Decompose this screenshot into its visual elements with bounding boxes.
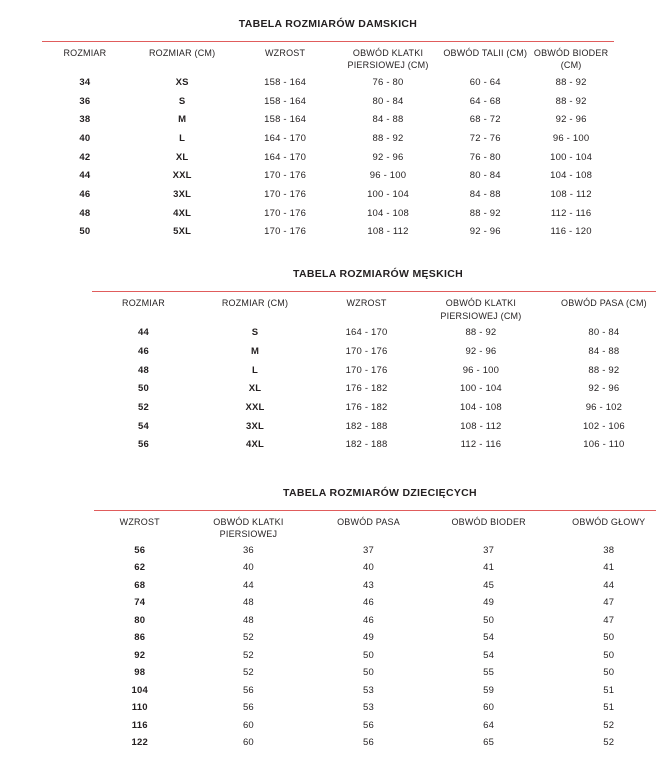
cell: XXL	[172, 170, 192, 182]
cell: 36	[79, 95, 91, 107]
cell: 164 - 170	[345, 327, 388, 339]
table-row	[94, 734, 656, 752]
kids-table-body	[94, 542, 656, 752]
cell: 100 - 104	[550, 151, 593, 163]
cell: 56	[363, 719, 375, 731]
cell: 56	[242, 702, 254, 714]
table-row	[94, 717, 656, 735]
cell: 106 - 110	[583, 439, 625, 451]
cell: 108 - 112	[460, 420, 502, 432]
cell: 60	[242, 719, 254, 731]
cell: 52	[603, 719, 615, 731]
cell: 100 - 104	[367, 189, 410, 200]
women-header-row	[42, 42, 614, 73]
men-col-waist: OBWÓD PASA (CM)	[561, 298, 647, 309]
men-col-chest: OBWÓD KLATKI PIERSIOWEJ (CM)	[440, 298, 522, 321]
kids-col-head: OBWÓD GŁOWY	[572, 516, 646, 527]
cell: 37	[483, 544, 495, 556]
cell: XL	[175, 151, 189, 163]
cell: 88 - 92	[465, 327, 497, 339]
cell: 49	[483, 597, 495, 609]
cell: 52	[137, 402, 149, 414]
cell: 54	[137, 420, 149, 432]
cell: 60	[242, 737, 254, 749]
men-size-table-block	[42, 268, 656, 454]
cell: 51	[603, 684, 615, 696]
cell: 46	[79, 189, 91, 200]
cell: 76 - 80	[469, 151, 501, 163]
cell: 64	[483, 719, 495, 731]
cell: 170 - 176	[264, 170, 307, 182]
cell: 76 - 80	[372, 76, 404, 88]
women-table-title: TABELA ROZMIARÓW DAMSKICH	[238, 18, 418, 30]
cell: 44	[603, 579, 615, 591]
cell: 34	[79, 76, 91, 88]
size-chart-page	[0, 18, 656, 768]
cell: 52	[242, 649, 254, 661]
table-row	[42, 129, 614, 148]
cell: 100 - 104	[459, 383, 502, 395]
women-col-height: WZROST	[264, 48, 306, 58]
cell: 65	[483, 737, 495, 749]
cell: 164 - 170	[264, 132, 307, 144]
table-row	[94, 629, 656, 647]
cell: 112 - 116	[460, 439, 502, 451]
women-col-size-cm: ROZMIAR (CM)	[148, 48, 216, 58]
cell: 182 - 188	[345, 420, 388, 432]
cell: 80 - 84	[588, 327, 620, 339]
kids-col-waist: OBWÓD PASA	[337, 516, 400, 527]
table-row	[92, 399, 656, 418]
cell: 92	[134, 649, 146, 661]
cell: 48	[137, 364, 149, 376]
table-row	[94, 664, 656, 682]
kids-col-height: WZROST	[119, 516, 160, 527]
cell: 50	[603, 632, 615, 644]
men-table-title: TABELA ROZMIARÓW MĘSKICH	[293, 268, 463, 281]
cell: 88 - 92	[372, 132, 404, 144]
cell: 38	[603, 544, 615, 556]
cell: 170 - 176	[264, 226, 307, 238]
cell: 98	[134, 667, 146, 679]
cell: 112 - 116	[550, 207, 592, 219]
cell: 92 - 96	[555, 114, 587, 126]
men-header-row	[92, 292, 656, 323]
cell: XS	[175, 76, 189, 88]
cell: 52	[242, 667, 254, 679]
cell: 116 - 120	[550, 226, 592, 238]
cell: 170 - 176	[264, 207, 307, 219]
women-table-body	[42, 73, 614, 241]
cell: 88 - 92	[588, 364, 620, 376]
cell: 55	[483, 667, 495, 679]
cell: 110	[131, 702, 148, 714]
women-col-waist: OBWÓD TALII (CM)	[443, 48, 528, 58]
cell: 45	[483, 579, 495, 591]
cell: 68 - 72	[469, 114, 501, 126]
cell: 170 - 176	[264, 189, 307, 200]
cell: 38	[79, 114, 91, 126]
cell: 56	[363, 737, 375, 749]
table-row	[42, 167, 614, 186]
cell: 48	[242, 597, 254, 609]
kids-size-table	[94, 511, 656, 752]
women-col-hips: OBWÓD BIODER (CM)	[533, 48, 609, 71]
cell: 50	[79, 226, 91, 238]
cell: 42	[79, 151, 91, 163]
cell: 52	[242, 632, 254, 644]
cell: 158 - 164	[264, 114, 307, 126]
table-row	[42, 92, 614, 111]
cell: 104 - 108	[367, 207, 410, 219]
cell: 41	[483, 562, 495, 574]
cell: 104 - 108	[550, 170, 593, 182]
table-row	[42, 223, 614, 242]
cell: M	[250, 346, 260, 358]
cell: 50	[603, 649, 615, 661]
cell: 54	[483, 649, 495, 661]
cell: 158 - 164	[264, 95, 307, 107]
cell: 96 - 102	[585, 402, 623, 414]
cell: 84 - 88	[372, 114, 404, 126]
table-row	[42, 111, 614, 130]
cell: 50	[363, 649, 375, 661]
table-row	[42, 73, 614, 92]
cell: 3XL	[245, 420, 265, 432]
cell: 92 - 96	[372, 151, 404, 163]
cell: 4XL	[173, 207, 192, 219]
table-row	[94, 559, 656, 577]
cell: 170 - 176	[345, 364, 388, 376]
table-row	[92, 380, 656, 399]
cell: 37	[363, 544, 375, 556]
cell: 50	[137, 383, 149, 395]
cell: S	[178, 95, 186, 107]
cell: 50	[483, 614, 495, 626]
cell: 54	[483, 632, 495, 644]
cell: 56	[242, 684, 254, 696]
cell: 122	[131, 737, 148, 749]
cell: L	[252, 364, 259, 376]
cell: 108 - 112	[550, 189, 592, 200]
cell: 84 - 88	[588, 346, 620, 358]
cell: 44	[79, 170, 91, 182]
cell: 52	[603, 737, 615, 749]
table-row	[92, 342, 656, 361]
kids-table-title: TABELA ROZMIARÓW DZIECIĘCYCH	[283, 486, 477, 499]
cell: 92 - 96	[469, 226, 501, 238]
cell: 104 - 108	[459, 402, 502, 414]
cell: 43	[363, 579, 375, 591]
cell: 92 - 96	[465, 346, 497, 358]
cell: 56	[137, 439, 149, 451]
cell: 170 - 176	[345, 346, 388, 358]
table-row	[92, 417, 656, 436]
cell: 51	[603, 702, 615, 714]
cell: 40	[363, 562, 375, 574]
cell: 62	[134, 562, 146, 574]
cell: 41	[603, 562, 615, 574]
table-row	[94, 542, 656, 560]
kids-table-head	[94, 511, 656, 542]
cell: 60 - 64	[469, 76, 501, 88]
cell: XL	[248, 383, 262, 395]
cell: 72 - 76	[469, 132, 501, 144]
cell: 3XL	[173, 189, 192, 200]
cell: 46	[137, 346, 149, 358]
women-col-chest: OBWÓD KLATKI PIERSIOWEJ (CM)	[347, 48, 429, 71]
cell: 96 - 100	[462, 364, 500, 376]
table-row	[94, 612, 656, 630]
cell: 44	[137, 327, 149, 339]
table-row	[94, 577, 656, 595]
cell: 80 - 84	[372, 95, 404, 107]
cell: 176 - 182	[345, 402, 388, 414]
kids-col-chest: OBWÓD KLATKI PIERSIOWEJ	[213, 516, 284, 539]
cell: 88 - 92	[555, 76, 587, 88]
cell: M	[178, 114, 187, 126]
cell: 36	[242, 544, 254, 556]
cell: 46	[363, 597, 375, 609]
cell: 88 - 92	[469, 207, 501, 219]
cell: 164 - 170	[264, 151, 307, 163]
men-table-body	[92, 324, 656, 455]
cell: 176 - 182	[345, 383, 388, 395]
men-col-size: ROZMIAR	[122, 298, 165, 309]
cell: 40	[242, 562, 254, 574]
cell: 108 - 112	[367, 226, 409, 238]
table-row	[42, 204, 614, 223]
table-row	[42, 185, 614, 204]
cell: 80 - 84	[469, 170, 501, 182]
cell: 49	[363, 632, 375, 644]
cell: 102 - 106	[582, 420, 625, 432]
cell: 96 - 100	[552, 132, 590, 144]
men-table-head	[92, 292, 656, 323]
cell: 44	[242, 579, 254, 591]
cell: 92 - 96	[588, 383, 620, 395]
women-table-head	[42, 42, 614, 73]
cell: 182 - 188	[345, 439, 388, 451]
cell: 40	[79, 132, 91, 144]
cell: 104	[131, 684, 148, 696]
cell: 56	[134, 544, 146, 556]
cell: 47	[603, 597, 615, 609]
cell: 158 - 164	[264, 76, 307, 88]
cell: 68	[134, 579, 146, 591]
table-row	[94, 699, 656, 717]
women-col-size: ROZMIAR	[63, 48, 107, 58]
cell: 59	[483, 684, 495, 696]
table-row	[92, 324, 656, 343]
cell: 64 - 68	[469, 95, 501, 107]
cell: 86	[134, 632, 146, 644]
cell: 53	[363, 702, 375, 714]
cell: 5XL	[173, 226, 192, 238]
women-size-table	[42, 42, 614, 241]
cell: L	[179, 132, 186, 144]
table-row	[42, 148, 614, 167]
cell: 60	[483, 702, 495, 714]
cell: 80	[134, 614, 146, 626]
cell: S	[251, 327, 259, 339]
cell: 50	[603, 667, 615, 679]
table-row	[92, 361, 656, 380]
cell: 88 - 92	[555, 95, 587, 107]
table-row	[92, 436, 656, 455]
cell: 4XL	[245, 439, 265, 451]
cell: 53	[363, 684, 375, 696]
men-size-table	[92, 292, 656, 454]
cell: 96 - 100	[369, 170, 407, 182]
cell: XXL	[245, 402, 265, 414]
cell: 116	[131, 719, 148, 731]
table-row	[94, 647, 656, 665]
cell: 46	[363, 614, 375, 626]
women-size-table-block	[42, 18, 614, 241]
cell: 74	[134, 597, 146, 609]
table-row	[94, 682, 656, 700]
cell: 84 - 88	[469, 189, 501, 200]
cell: 47	[603, 614, 615, 626]
kids-size-table-block	[42, 487, 656, 752]
cell: 48	[79, 207, 91, 219]
cell: 50	[363, 667, 375, 679]
men-col-height: WZROST	[346, 298, 387, 309]
kids-col-hips: OBWÓD BIODER	[451, 516, 526, 527]
kids-header-row	[94, 511, 656, 542]
men-col-size-cm: ROZMIAR (CM)	[221, 298, 289, 309]
cell: 48	[242, 614, 254, 626]
table-row	[94, 594, 656, 612]
